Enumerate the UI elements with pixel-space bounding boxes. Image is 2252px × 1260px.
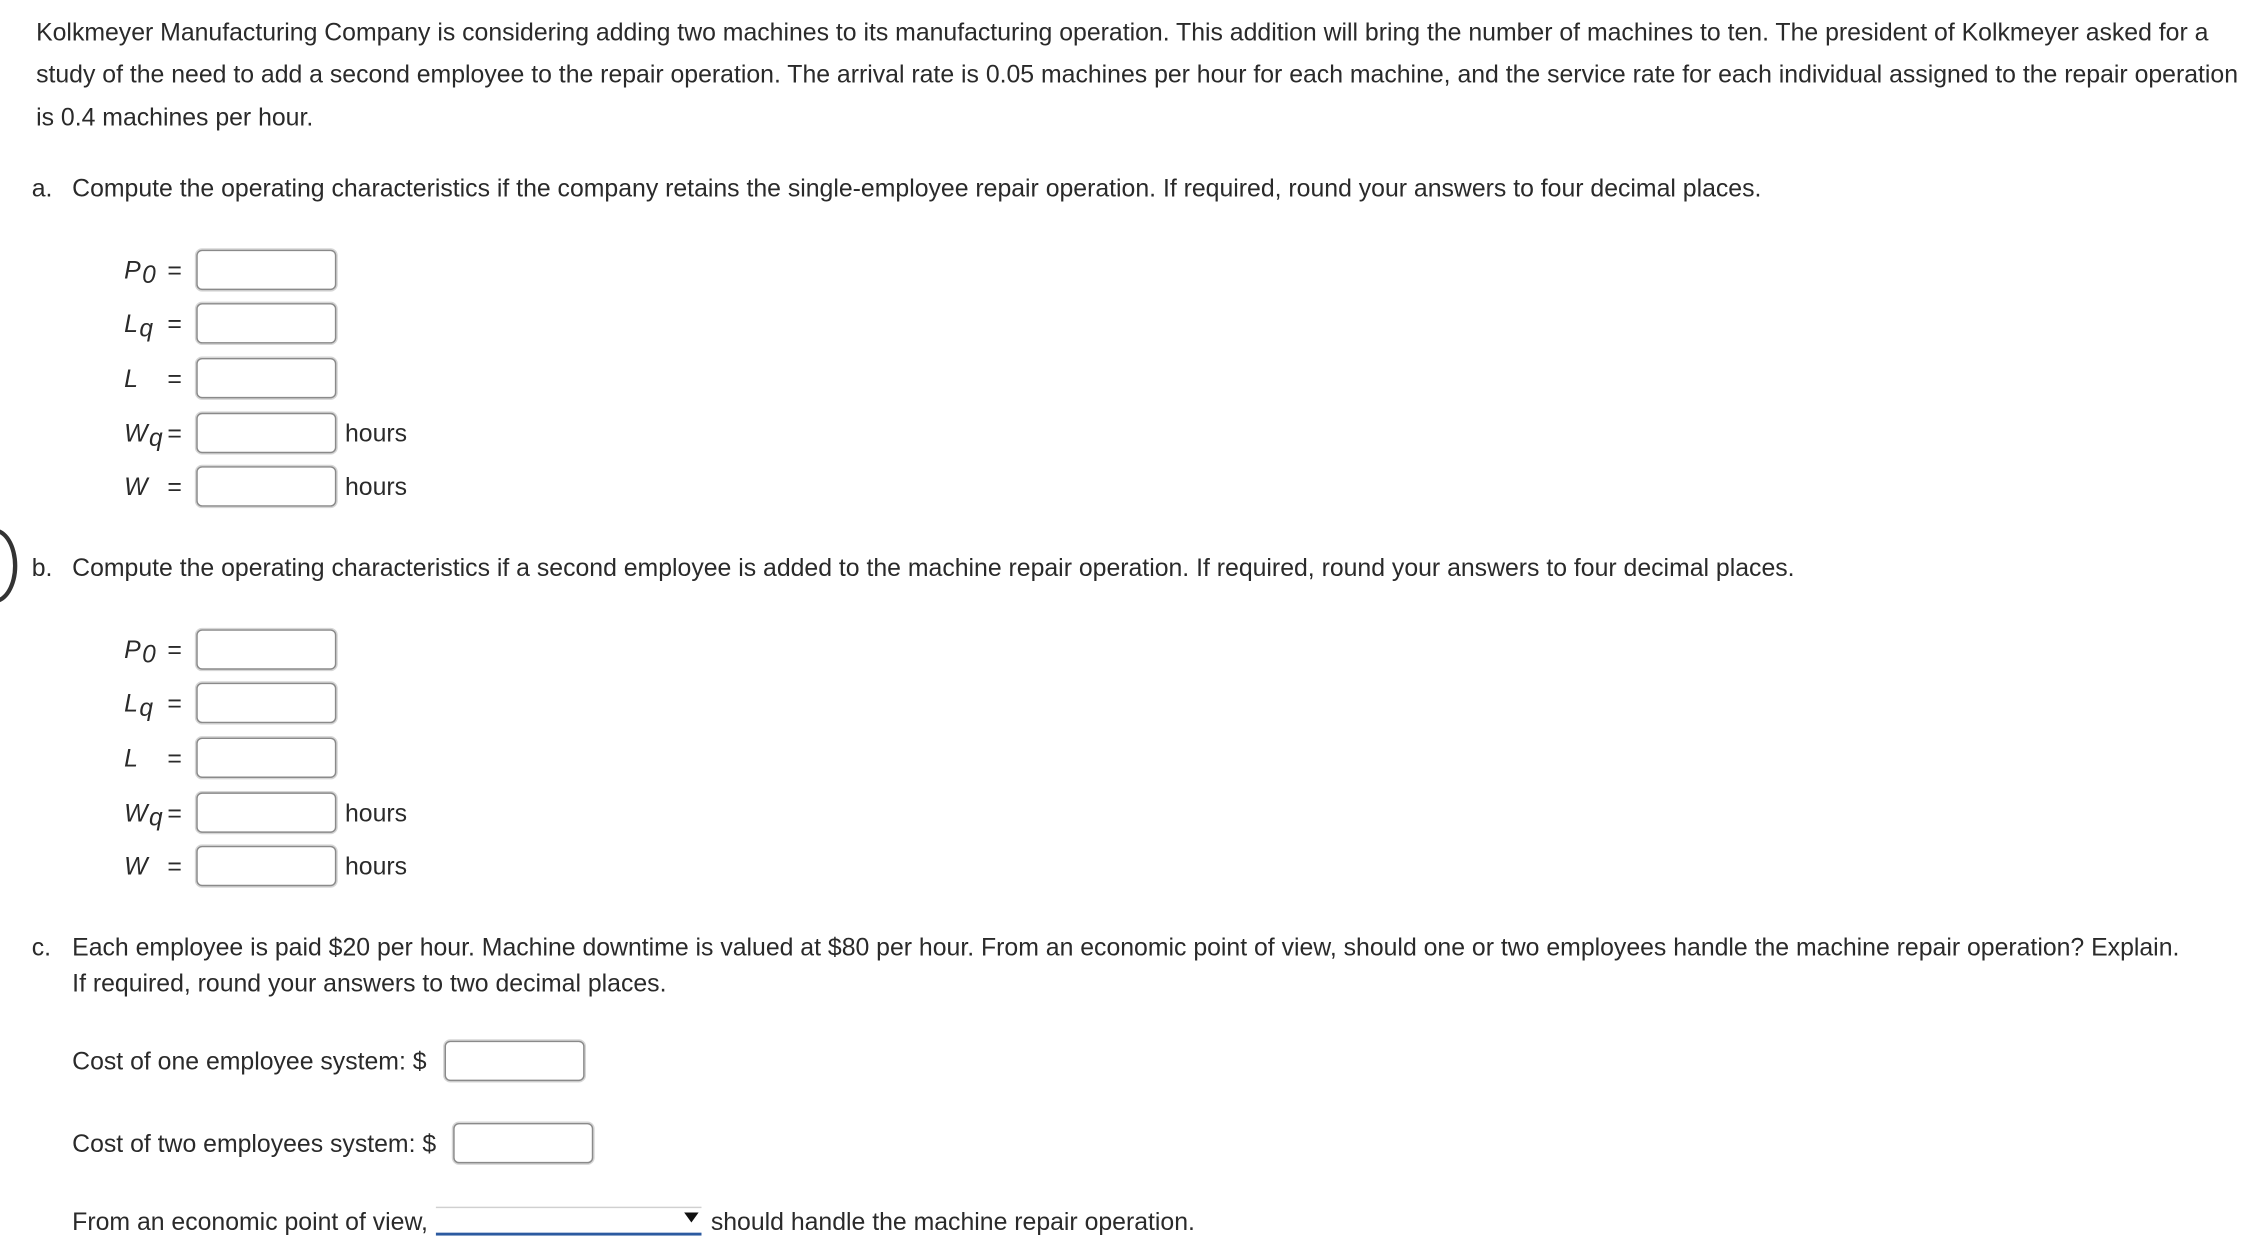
variable-subscript: q — [139, 693, 154, 721]
variable-symbol — [124, 417, 167, 452]
answer-input[interactable] — [196, 846, 336, 886]
variable-symbol — [124, 797, 167, 831]
answer-input[interactable] — [196, 792, 336, 832]
conclusion-suffix: should handle the machine repair operation. — [710, 1205, 1195, 1235]
part_a-row — [124, 300, 345, 346]
cost-one-input[interactable] — [444, 1041, 584, 1081]
variable-base: W — [124, 850, 148, 880]
cost-one-label: Cost of one employee system: $ — [72, 1045, 427, 1075]
equals-sign: = — [167, 634, 182, 664]
part_a-row — [124, 355, 345, 401]
variable-base: L — [124, 687, 138, 717]
equals-sign: = — [167, 687, 182, 717]
answer-input[interactable] — [196, 303, 336, 343]
part-c-heading — [32, 930, 2183, 1002]
equals-sign: = — [167, 471, 182, 501]
equals-sign: = — [167, 797, 182, 827]
variable-symbol — [124, 687, 167, 721]
answer-input[interactable] — [196, 683, 336, 723]
part_b-row — [124, 680, 345, 726]
variable-base: P — [124, 254, 141, 284]
part-b-heading — [32, 550, 2183, 586]
unit-label: hours — [344, 417, 408, 447]
problem-intro: Kolkmeyer Manufacturing Company is considering adding two machines to its manufacturing operation. This addition will bring the number of machines to ten. The president of Kolkmeyer asked for a study of the need to add a second employee to the repair operation. The arrival rate is 0.05 machines per hour for each machine, and the service rate for each individual assigned to the repair operation is 0.4 machines per hour. — [36, 17, 2239, 131]
equals-sign: = — [167, 308, 182, 338]
part-b-letter: b. — [31, 552, 53, 582]
part_b-row — [124, 843, 407, 889]
answer-input[interactable] — [196, 629, 336, 669]
variable-symbol — [124, 308, 167, 342]
conclusion-prefix: From an economic point of view, — [72, 1205, 428, 1235]
equals-sign: = — [167, 254, 182, 284]
cost-two-row — [72, 1120, 593, 1166]
equals-sign: = — [167, 850, 182, 880]
answer-input[interactable] — [196, 738, 336, 778]
variable-base: L — [124, 308, 138, 338]
part_a-row — [124, 410, 407, 456]
part-a-instructions: Compute the operating characteristics if the company retains the single-employee repair operation. If required, round your answers to four decimal places. — [72, 173, 1762, 203]
cost-one-row — [72, 1038, 584, 1084]
unit-label: hours — [344, 850, 408, 880]
variable-subscript: q — [139, 313, 154, 342]
equals-sign: = — [167, 363, 182, 392]
part-a-letter: a. — [31, 173, 53, 203]
part_a-row — [124, 463, 407, 509]
part_a-row — [124, 247, 345, 293]
variable-symbol — [124, 743, 167, 773]
answer-input[interactable] — [196, 413, 336, 453]
cost-two-input[interactable] — [453, 1123, 593, 1163]
answer-input[interactable] — [196, 466, 336, 506]
conclusion-row — [72, 1198, 1195, 1244]
answer-input[interactable] — [196, 250, 336, 290]
variable-symbol — [124, 254, 167, 288]
variable-subscript: 0 — [142, 640, 156, 668]
variable-symbol — [124, 634, 167, 668]
part_b-row — [124, 626, 345, 672]
part-c-letter: c. — [31, 932, 52, 962]
conclusion-select[interactable] — [437, 1212, 703, 1237]
equals-sign: = — [167, 742, 182, 772]
variable-base: W — [124, 471, 148, 501]
variable-symbol — [124, 363, 167, 393]
variable-base: W — [124, 797, 148, 827]
cost-two-label: Cost of two employees system: $ — [72, 1128, 437, 1157]
side-bracket-icon — [0, 528, 17, 603]
variable-symbol — [124, 851, 167, 881]
variable-symbol — [124, 471, 167, 501]
answer-input[interactable] — [196, 358, 336, 398]
unit-label: hours — [344, 797, 408, 827]
part-b-instructions: Compute the operating characteristics if a second employee is added to the machine repair operation. If required, round your answers to four decimal places. — [72, 552, 1795, 582]
variable-subscript: 0 — [142, 260, 156, 288]
variable-subscript: q — [149, 803, 163, 831]
part-c-instructions: Each employee is paid $20 per hour. Machine downtime is valued at $80 per hour. From an economic point of view, should one or two employees handle the machine repair operation? Explain. If required, round your answers to two decimal places. — [72, 932, 2180, 998]
part-a-heading — [32, 170, 2183, 206]
variable-base: P — [124, 634, 141, 664]
variable-base: W — [124, 417, 148, 447]
part_b-row — [124, 790, 407, 836]
variable-base: L — [124, 363, 138, 392]
conclusion-dropdown[interactable] — [437, 1207, 703, 1236]
variable-base: L — [124, 742, 138, 772]
variable-subscript: q — [149, 423, 163, 452]
part_b-row — [124, 735, 345, 781]
equals-sign: = — [167, 417, 182, 447]
unit-label: hours — [344, 471, 408, 501]
